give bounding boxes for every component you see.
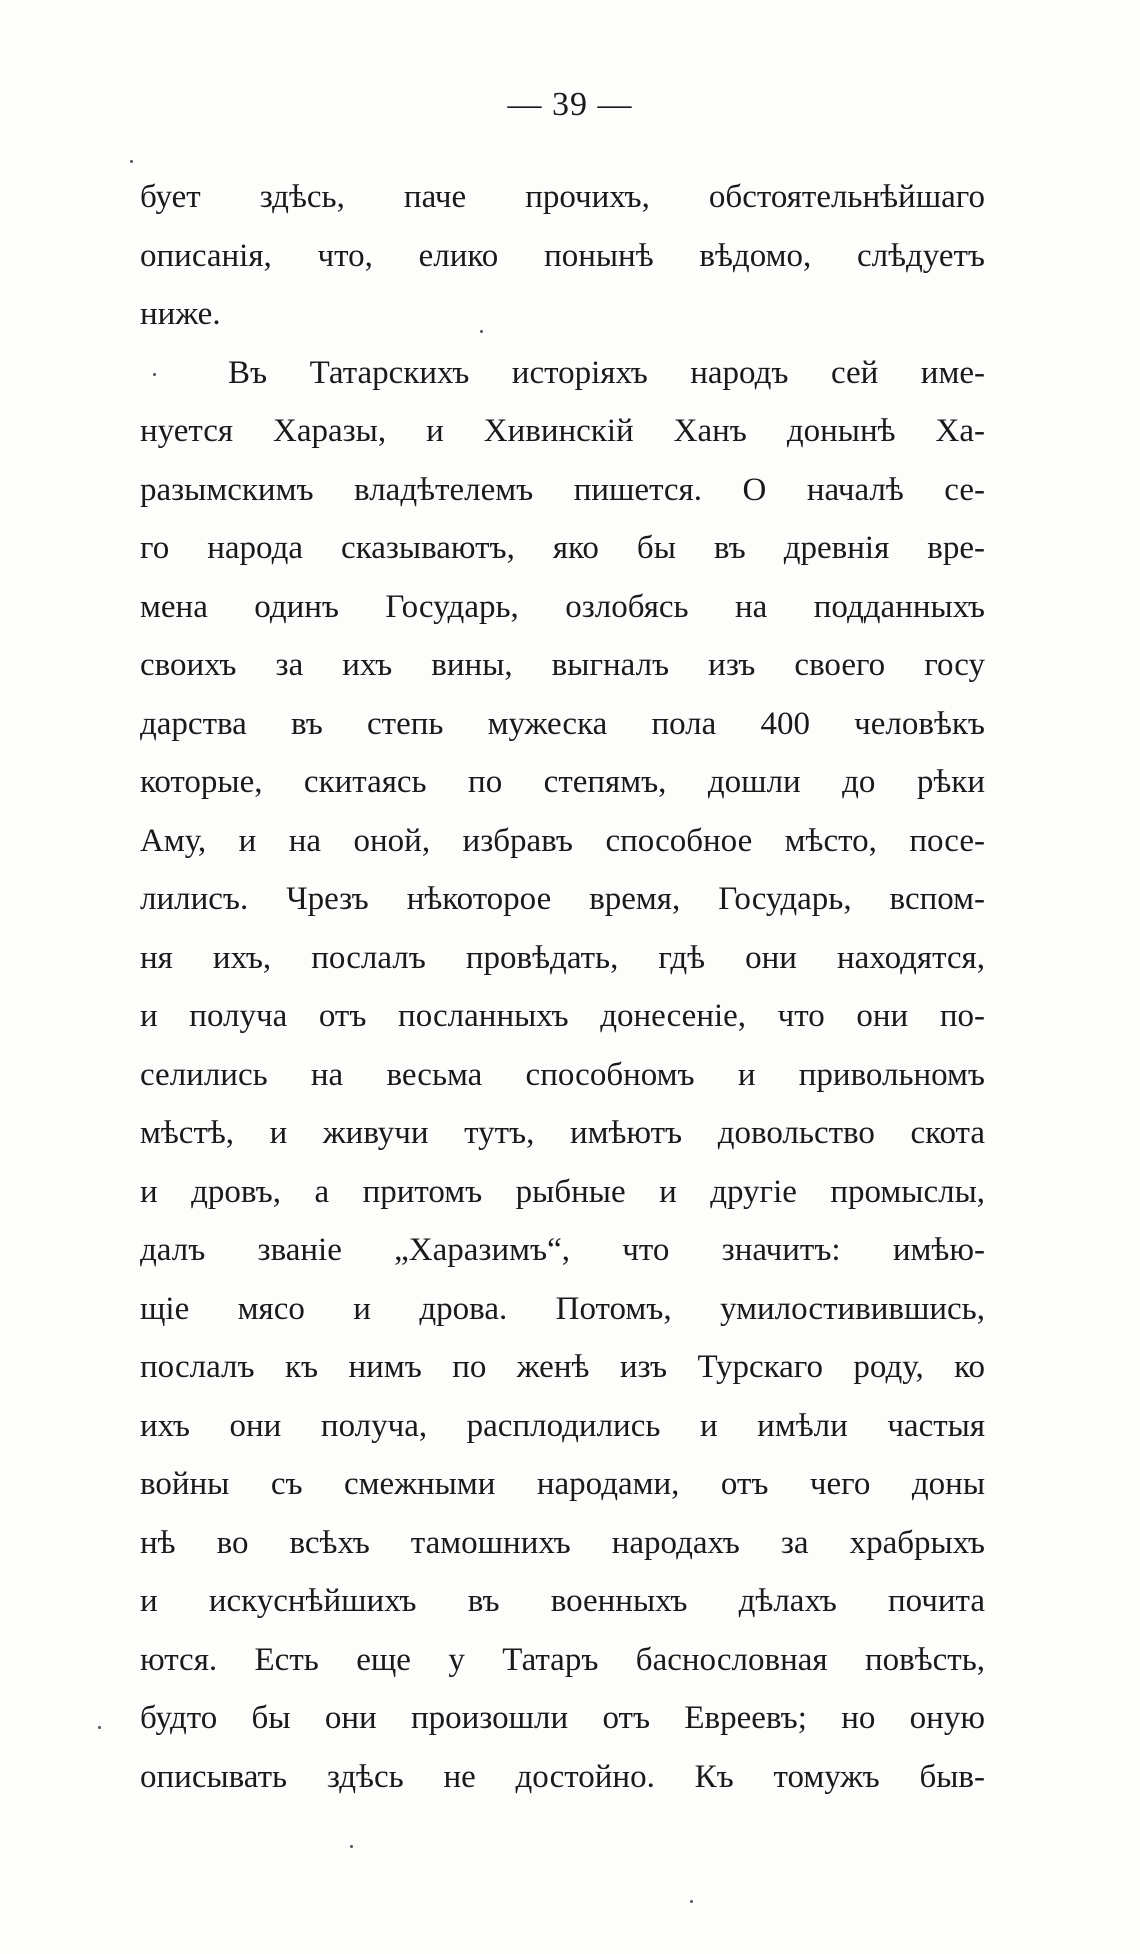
text-line: и дровъ, а притомъ рыбные и другіе промыслы,	[140, 1173, 985, 1210]
text-line: ются. Есть еще у Татаръ баснословная повѣсть,	[140, 1641, 985, 1678]
page-number: — 39 —	[507, 86, 633, 123]
text-line: ниже.	[140, 296, 221, 332]
text-line: ихъ они получа, расплодились и имѣли частыя	[140, 1407, 985, 1444]
print-speck	[153, 373, 156, 376]
text-line: далъ званіе „Харазимъ“, что значитъ: имѣю-	[140, 1232, 985, 1268]
print-speck	[480, 330, 483, 333]
text-line: Аму, и на оной, избравъ способное мѣсто, посе-	[140, 822, 985, 859]
text-line: будто бы они произошли отъ Евреевъ; но оную	[140, 1700, 985, 1736]
paragraph-first-line: Въ Татарскихъ исторіяхъ народъ сей име-	[228, 354, 985, 391]
page-body-text	[140, 168, 985, 1806]
print-speck	[690, 1900, 693, 1903]
text-line: и искуснѣйшихъ въ военныхъ дѣлахъ почита	[140, 1583, 985, 1619]
text-line: разымскимъ владѣтелемъ пишется. О началѣ се-	[140, 471, 985, 508]
text-line: селились на весьма способномъ и привольномъ	[140, 1056, 985, 1093]
text-line: мѣстѣ, и живучи тутъ, имѣютъ довольство скота	[140, 1115, 985, 1151]
text-line: щіе мясо и дрова. Потомъ, умилостивившись,	[140, 1290, 985, 1327]
text-line: бует здѣсь, паче прочихъ, обстоятельнѣйшаго	[140, 179, 985, 215]
text-line: послалъ къ нимъ по женѣ изъ Турскаго роду, ко	[140, 1349, 985, 1385]
text-line: описывать здѣсь не достойно. Къ томужъ быв-	[140, 1758, 985, 1795]
print-speck	[98, 1726, 101, 1729]
text-line: которые, скитаясь по степямъ, дошли до рѣки	[140, 764, 985, 800]
text-line: мена одинъ Государь, озлобясь на подданныхъ	[140, 588, 985, 625]
text-line: го народа сказываютъ, яко бы въ древнія вре-	[140, 530, 985, 566]
text-line: дарства въ степь мужеска пола 400 человѣкъ	[140, 705, 985, 742]
print-speck	[350, 1845, 353, 1848]
text-line: нѣ во всѣхъ тамошнихъ народахъ за храбрыхъ	[140, 1524, 985, 1561]
text-line: ня ихъ, послалъ провѣдать, гдѣ они находятся,	[140, 939, 985, 976]
text-line: и получа отъ посланныхъ донесеніе, что они по-	[140, 998, 985, 1034]
text-line: своихъ за ихъ вины, выгналъ изъ своего госу	[140, 647, 985, 683]
print-speck	[130, 160, 133, 163]
text-line: описанія, что, елико понынѣ вѣдомо, слѣдуетъ	[140, 237, 985, 274]
text-line: лилисъ. Чрезъ нѣкоторое время, Государь, вспом-	[140, 881, 985, 917]
text-line: нуется Харазы, и Хивинскій Ханъ донынѣ Ха-	[140, 413, 985, 449]
text-line: войны съ смежными народами, отъ чего доны	[140, 1466, 985, 1502]
